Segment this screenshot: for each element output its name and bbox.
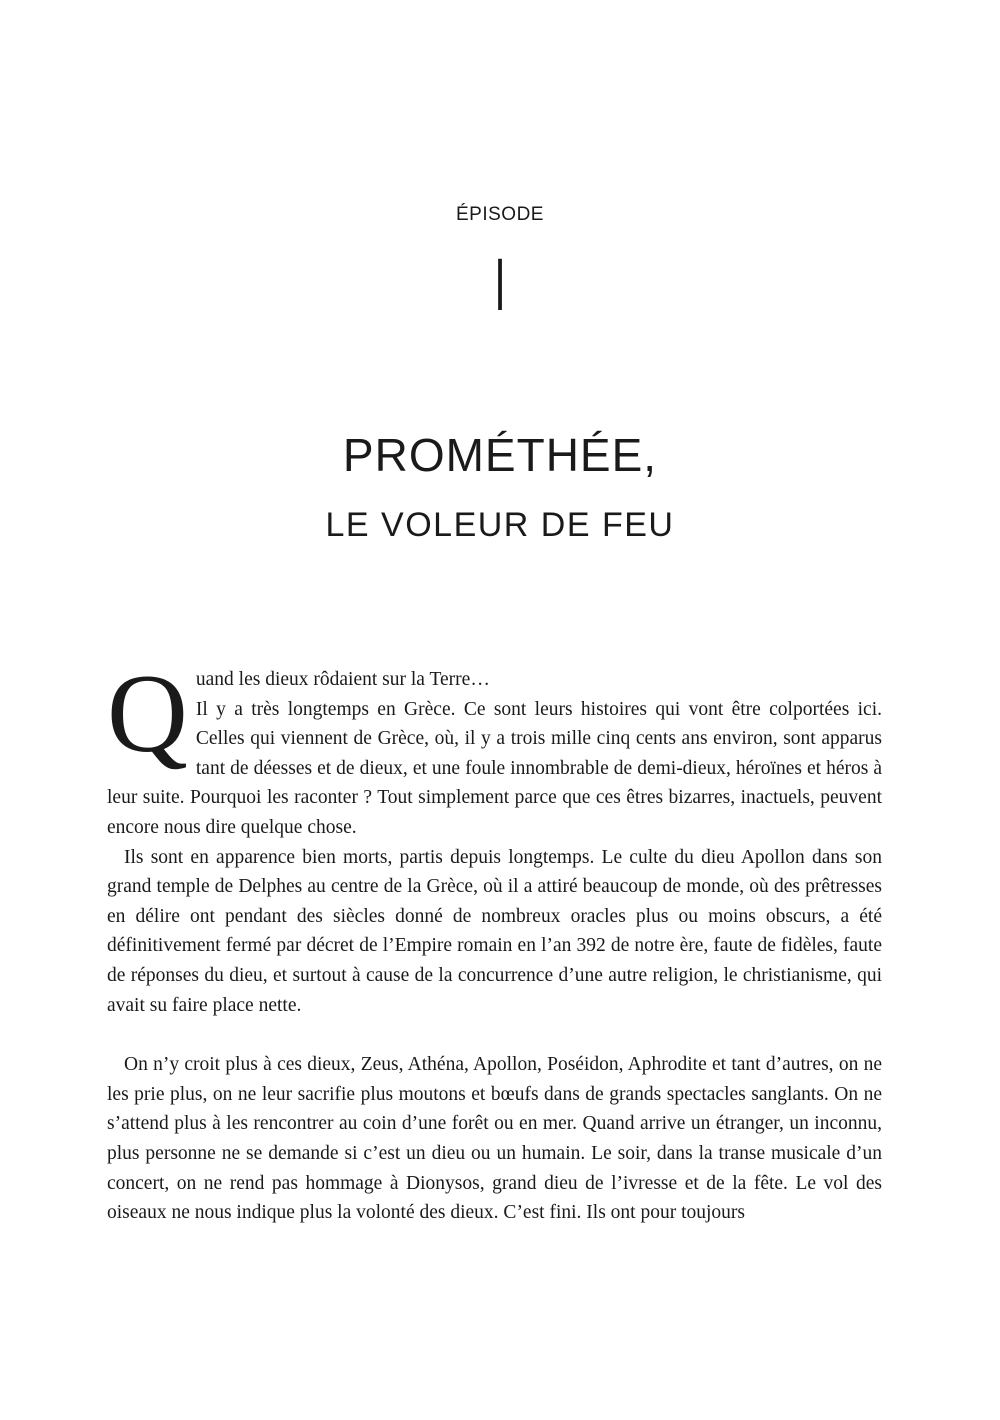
chapter-subtitle: LE VOLEUR DE FEU [325, 506, 675, 544]
paragraph-1-first-line: uand les dieux rôdaient sur la Terre… [195, 669, 490, 690]
paragraph-1-text: Il y a très longtemps en Grèce. Ce sont leurs histoires qui vont être colportées ici. Celles qui viennent de Grèce, où, il y a trois mille cinq cents ans environ, sont apparus tant de déesses et de dieux, et une foule innombrable de demi-dieux, héroïnes et héros à leur suite. Pourquoi les raconter ? Tout simplement parce que ces êtres bizarres, inactuels, peuvent encore nous dire quelque chose. [107, 698, 882, 838]
episode-label: ÉPISODE [456, 204, 544, 225]
chapter-title: PROMÉTHÉE, [342, 429, 658, 481]
paragraph-spacer [107, 1020, 882, 1050]
paragraph-3: On n’y croit plus à ces dieux, Zeus, Athéna, Apollon, Poséidon, Aphrodite et tant d’autres, on ne les prie plus, on ne leur sacrifie plus moutons et bœufs dans de grands spectacles sanglants. On ne s’attend plus à les rencontrer au coin d’une forêt ou en mer. Quand arrive un étranger, un inconnu, plus personne ne se demande si c’est un dieu ou un humain. Le soir, dans la transe musicale d’un concert, on ne rend pas hommage à Dionysos, grand dieu de l’ivresse et de la fête. Le vol des oiseaux ne nous indique plus la volonté des dieux. C’est fini. Ils ont pour toujours [107, 1054, 882, 1224]
paragraph-2: Ils sont en apparence bien morts, partis depuis longtemps. Le culte du dieu Apollon dans son grand temple de Delphes au centre de la Grèce, où il a attiré beaucoup de monde, où des prêtresses en délire ont pendant des siècles donné de nombreux oracles plus ou moins obscurs, a été définitivement fermé par décret de l’Empire romain en l’an 392 de notre ère, faute de fidèles, faute de réponses du dieu, et surtout à cause de la concurrence d’une autre religion, le christianisme, qui avait su faire place nette. [107, 846, 882, 1016]
body-text [107, 652, 882, 1228]
episode-number: I [494, 243, 506, 326]
paragraph-1 [107, 652, 882, 843]
drop-cap: Q [107, 652, 188, 776]
